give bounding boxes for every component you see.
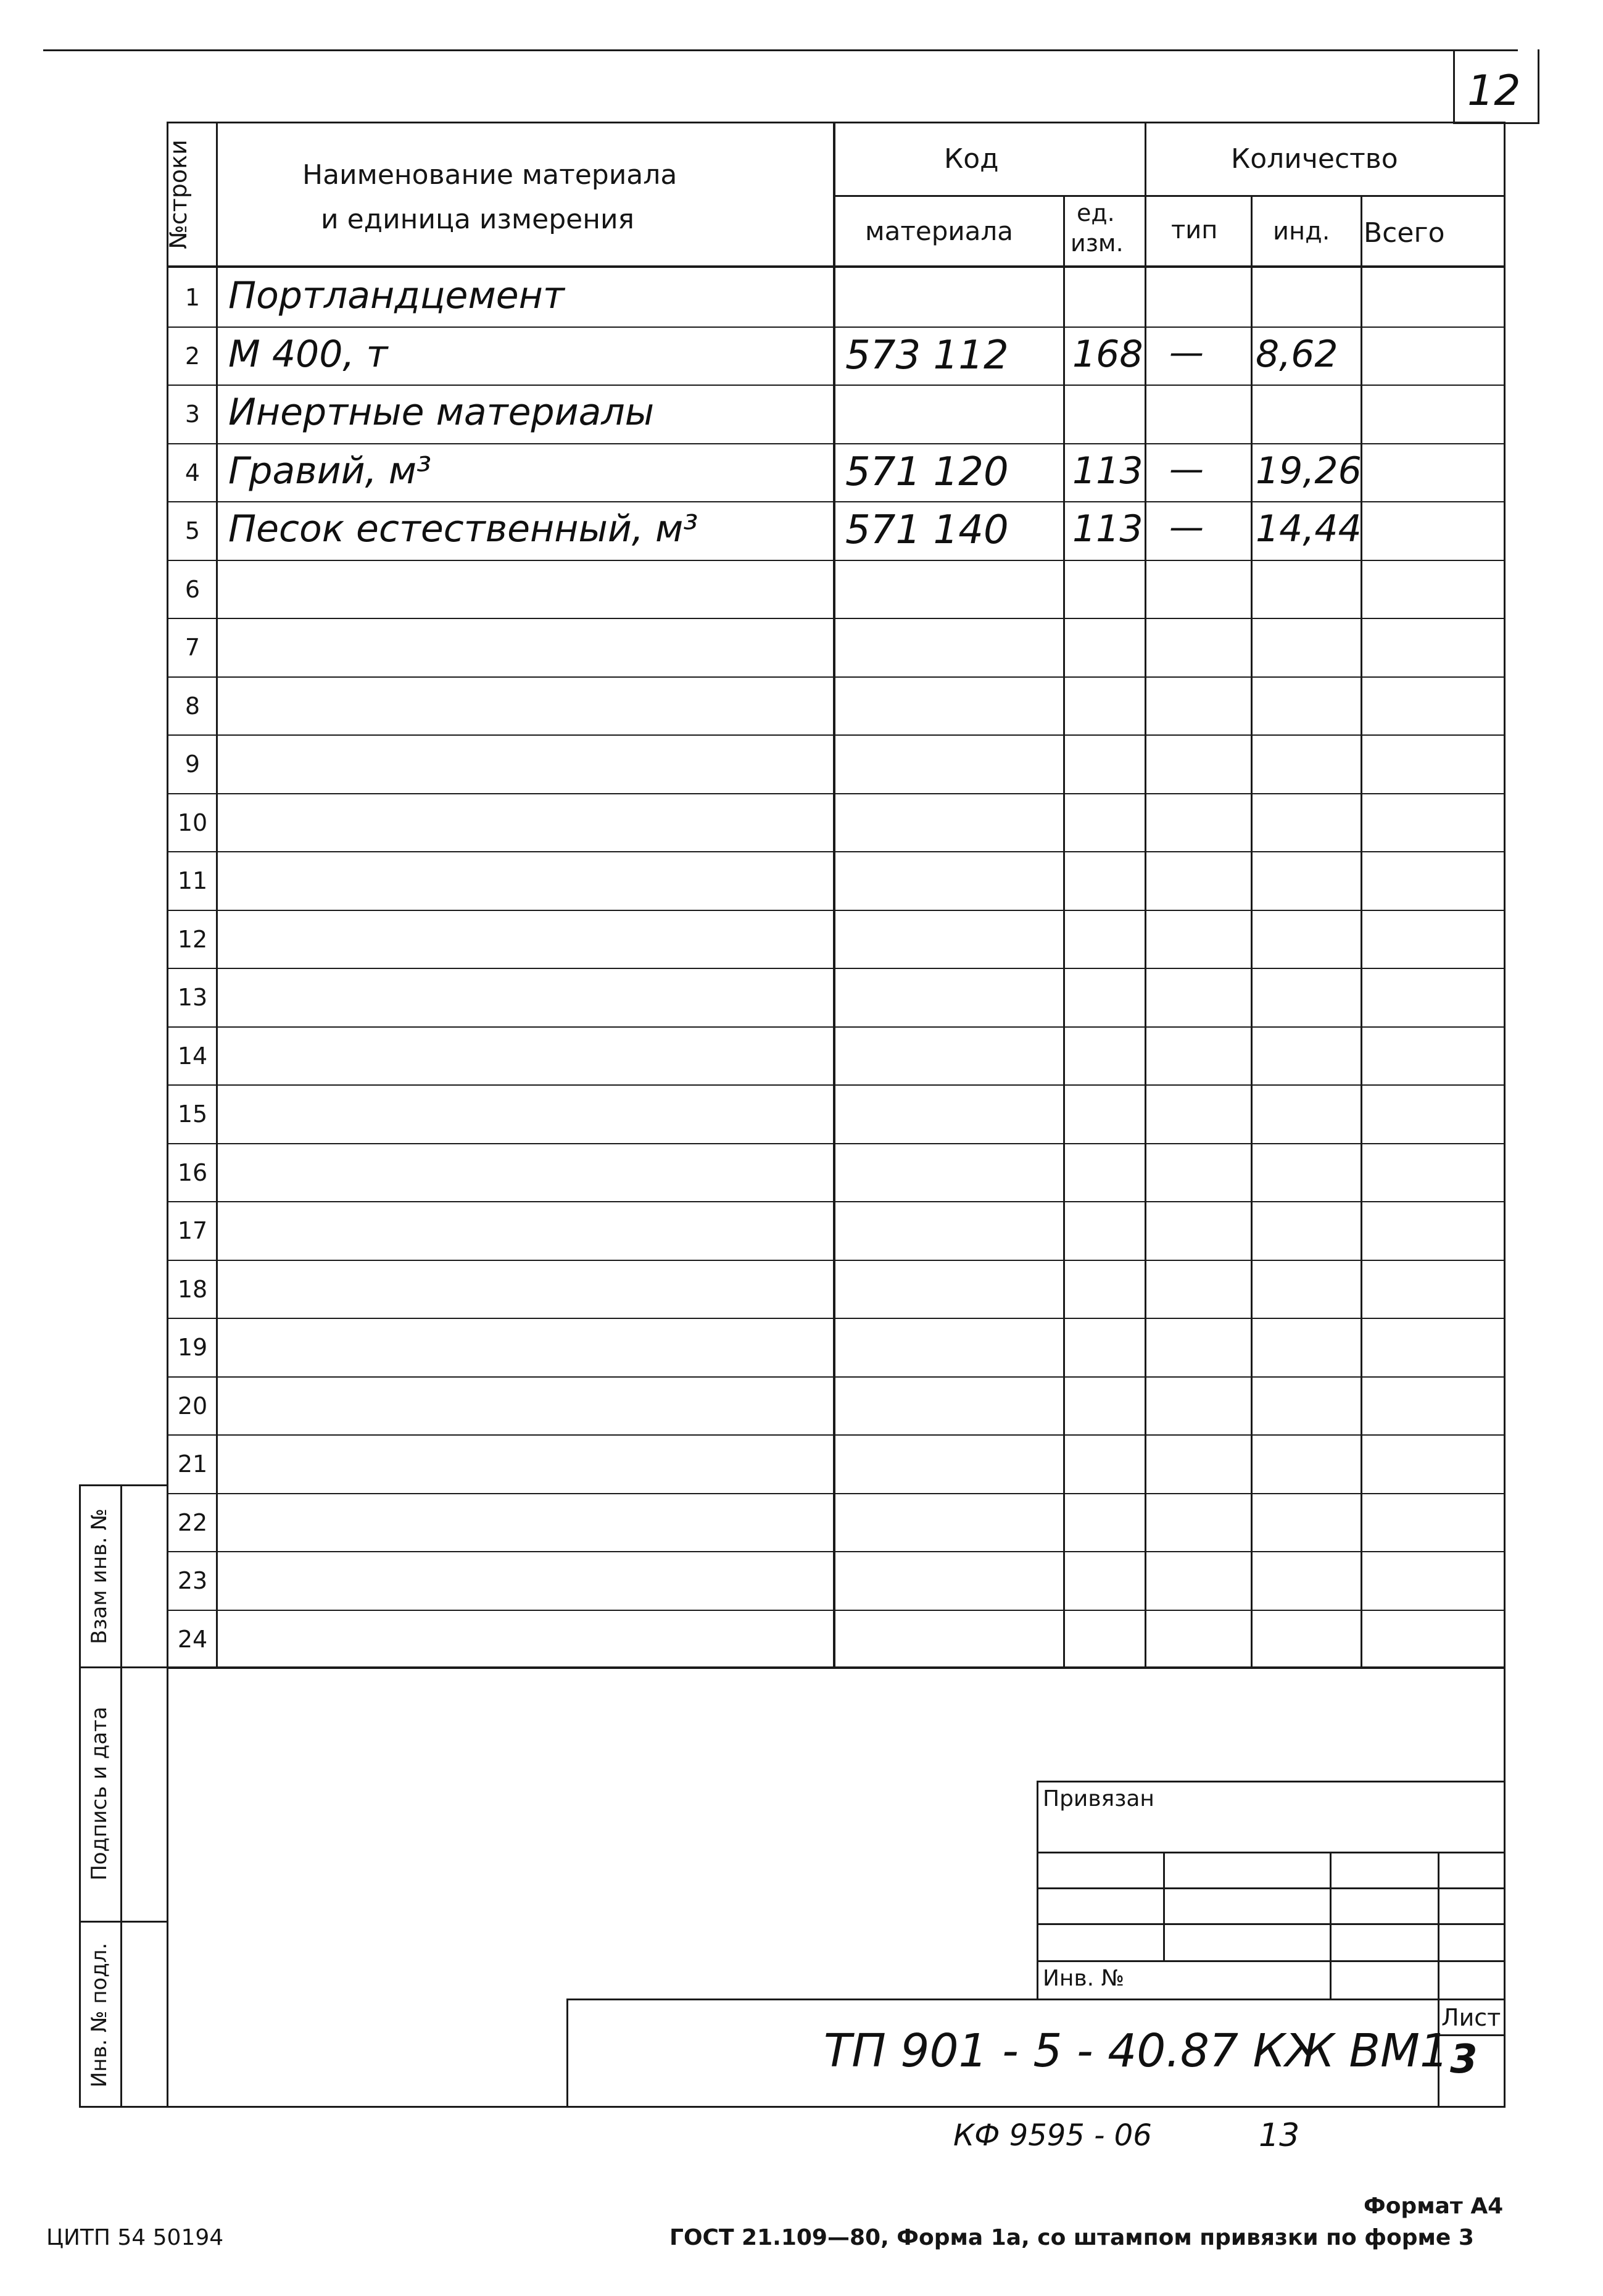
row-number-header: №строки (165, 139, 192, 249)
stamp-top (1037, 1781, 1506, 1782)
row-number: 11 (177, 867, 208, 894)
row-divider (168, 851, 1504, 852)
row-divider (168, 501, 1504, 502)
row-number: 17 (177, 1217, 208, 1244)
sheet-number-box-right (1538, 49, 1539, 122)
row-number: 5 (184, 517, 201, 544)
header-subdivider (833, 195, 1506, 197)
row-divider (168, 1318, 1504, 1319)
quantity-group-header: Количество (1231, 143, 1398, 175)
row-number: 24 (177, 1626, 208, 1653)
row-number: 9 (184, 751, 201, 778)
total-header: Всего (1364, 217, 1445, 249)
side-strip-top (79, 1484, 168, 1486)
stamp-left (1037, 1781, 1038, 2000)
row-divider (168, 560, 1504, 561)
row-number: 2 (184, 343, 201, 370)
sheet-number-box-left (1453, 49, 1455, 122)
stamp-row2 (1037, 1887, 1506, 1889)
side-strip-div2 (79, 1921, 168, 1923)
list-number: 3 (1450, 2037, 1478, 2082)
row-number: 14 (177, 1042, 208, 1070)
row-cell-unit: 113 (1072, 507, 1143, 551)
row-divider (168, 676, 1504, 678)
vzam-inv-label: Взам инв. № (87, 1508, 112, 1645)
row-cell-code: 571 140 (845, 507, 1009, 553)
row-number: 8 (184, 693, 201, 720)
row-divider (168, 1201, 1504, 1202)
row-cell-name: Портландцемент (228, 274, 565, 317)
row-cell-ind: 8,62 (1256, 333, 1338, 376)
stamp-col2 (1330, 1852, 1332, 2000)
row-divider (168, 1026, 1504, 1028)
row-divider (168, 1493, 1504, 1494)
row-number: 18 (177, 1276, 208, 1303)
col-line-type-ind (1251, 196, 1253, 1668)
row-number: 16 (177, 1159, 208, 1186)
row-divider (168, 1143, 1504, 1144)
row-cell-name: М 400, т (228, 333, 388, 376)
row-divider (168, 1434, 1504, 1436)
top-border-line (43, 49, 1518, 51)
stamp-row3 (1037, 1923, 1506, 1925)
side-strip-mid (120, 1484, 122, 2108)
row-cell-type: — (1169, 507, 1204, 547)
unit-header-line2: изм. (1071, 230, 1124, 257)
row-divider (168, 385, 1504, 386)
row-number: 1 (184, 284, 201, 311)
row-number: 13 (177, 984, 208, 1011)
sheet-number: 12 (1467, 67, 1521, 115)
row-cell-name: Инертные материалы (228, 391, 655, 434)
code-group-header: Код (944, 143, 999, 175)
table-bottom-line (167, 1666, 1506, 1669)
row-number: 23 (177, 1567, 208, 1594)
row-cell-unit: 113 (1072, 449, 1143, 493)
row-number: 10 (177, 809, 208, 836)
row-number: 19 (177, 1334, 208, 1361)
header-bottom-line (167, 265, 1506, 268)
frame-right (1504, 122, 1506, 2108)
row-number: 4 (184, 459, 201, 486)
inv-no-label: Инв. № (1043, 1966, 1125, 1991)
inv-podl-label: Инв. № подл. (87, 1942, 112, 2088)
row-divider (168, 443, 1504, 444)
stamp-col1 (1163, 1852, 1165, 1962)
material-code-header: материала (865, 216, 1014, 246)
side-strip-div1 (79, 1666, 168, 1668)
row-number: 21 (177, 1450, 208, 1478)
row-divider (168, 1610, 1504, 1611)
row-cell-ind: 19,26 (1256, 449, 1362, 493)
row-divider (168, 327, 1504, 328)
privyazan-label: Привязан (1043, 1786, 1154, 1811)
row-cell-code: 573 112 (845, 333, 1009, 378)
row-cell-code: 571 120 (845, 449, 1009, 495)
list-label: Лист (1441, 2004, 1501, 2031)
stamp-col3 (1438, 1852, 1439, 2000)
row-number: 12 (177, 926, 208, 953)
row-divider (168, 910, 1504, 911)
type-header: тип (1171, 216, 1218, 244)
row-divider (168, 1376, 1504, 1378)
row-number: 15 (177, 1100, 208, 1128)
signature-date-label: Подпись и дата (87, 1707, 112, 1881)
row-number: 7 (184, 634, 201, 661)
row-divider (168, 968, 1504, 969)
row-divider (168, 1260, 1504, 1261)
row-number: 22 (177, 1509, 208, 1536)
archive-code: КФ 9595 - 06 (953, 2118, 1152, 2153)
row-divider (168, 618, 1504, 619)
col-line-code-qty (1145, 122, 1146, 1668)
frame-top (167, 122, 1506, 123)
name-column-header-line2: и единица измерения (321, 204, 635, 235)
footer-left: ЦИТП 54 50194 (46, 2225, 224, 2250)
row-number: 6 (184, 576, 201, 603)
document-designation: ТП 901 - 5 - 40.87 КЖ ВМ1 (824, 2024, 1449, 2078)
col-line-material-unit (1063, 196, 1065, 1668)
row-cell-name: Гравий, м³ (228, 449, 432, 493)
stamp-row4 (1037, 1960, 1506, 1962)
side-strip-left (79, 1484, 81, 2108)
footer-right: ГОСТ 21.109—80, Форма 1а, со штампом привязки по форме 3 (669, 2225, 1474, 2250)
row-cell-unit: 168 (1072, 333, 1143, 376)
row-number: 20 (177, 1392, 208, 1420)
col-line-ind-total (1361, 196, 1362, 1668)
name-column-header-line1: Наименование материала (302, 159, 677, 191)
col-line-name (833, 122, 835, 1668)
ind-header: инд. (1273, 217, 1330, 246)
title-block-left (566, 1999, 568, 2108)
row-cell-type: — (1169, 333, 1204, 373)
row-number: 3 (184, 401, 201, 428)
row-divider (168, 1084, 1504, 1086)
row-cell-type: — (1169, 449, 1204, 489)
row-divider (168, 793, 1504, 794)
archive-number: 13 (1259, 2117, 1300, 2154)
title-block-top (566, 1999, 1506, 2000)
frame-bottom (79, 2106, 1506, 2108)
unit-header-line1: ед. (1077, 199, 1115, 227)
row-divider (168, 734, 1504, 736)
row-divider (168, 1551, 1504, 1552)
format-label: Формат А4 (1364, 2194, 1504, 2219)
row-cell-name: Песок естественный, м³ (228, 507, 698, 551)
stamp-row1 (1037, 1852, 1506, 1853)
row-cell-ind: 14,44 (1256, 507, 1362, 551)
